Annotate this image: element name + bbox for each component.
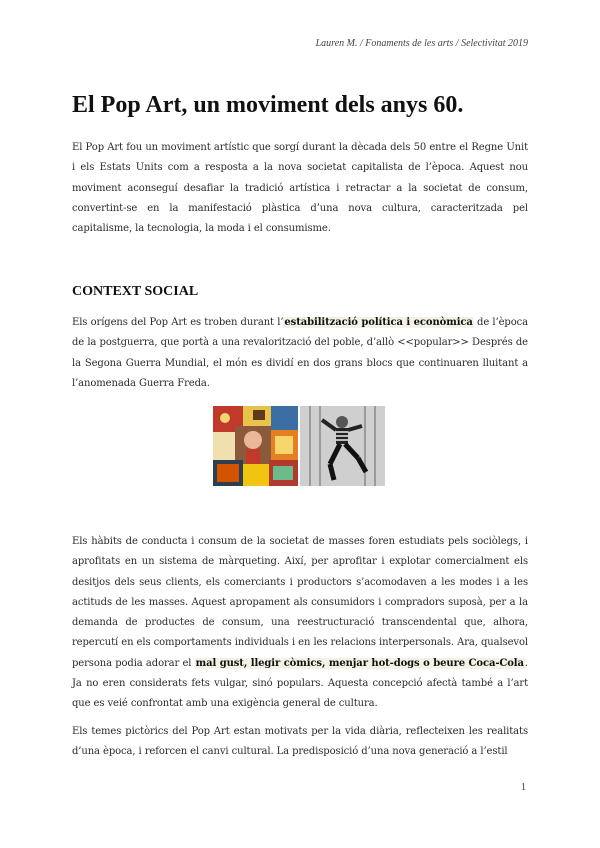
highlight-political-stability: estabilització política i econòmica bbox=[284, 317, 473, 328]
pop-art-collage-image bbox=[213, 406, 298, 486]
page-number: 1 bbox=[521, 782, 526, 793]
dancer-photo-image bbox=[300, 406, 385, 486]
highlight-popular-habits: mal gust, llegir còmics, menjar hot-dogs o beure Coca-Cola bbox=[195, 657, 524, 669]
context-paragraph: Els orígens del Pop Art es troben durant l’estabilització política i econòmica de l’època de la postguerra, que portà a una revalorització del poble, d’allò <<popular>> Després de la Segona Guerra Mundial, el món es dividí en dos grans blocs que continuaren lluitant a l’anomenada Guerra Freda. bbox=[72, 317, 528, 389]
section-heading-context-social: CONTEXT SOCIAL bbox=[72, 284, 199, 299]
habits-paragraph: Els hàbits de conducta i consum de la societat de masses foren estudiats pels sociòlegs, i aprofitats en un sistema de màrqueting. Així, per aprofitar i explotar comercialment els desitjos dels seus clients, els comerciants i productors s’acomodaven a les modes i a les actituds de les masses. Aquest apropament als consumidors i compradors suposà, per a la demanda de productes de consum, una reestructuració transcendental que, alhora, repercutí en els comportaments individuals i en les relacions interpersonals. Ara, qualsevol persona podia adorar el mal gust, llegir còmics, menjar hot-dogs o beure Coca-Cola. Ja no eren considerats fets vulgar, sinó populars. Aquesta concepció afectà també a l’art que es veié confrontat amb una exigència general de cultura. bbox=[72, 536, 528, 710]
themes-paragraph: Els temes pictòrics del Pop Art estan motivats per la vida diària, reflecteixen les realitats d’una època, i reforcen el canvi cultural. La predisposició d’una nova generació a l’estil bbox=[72, 726, 528, 758]
intro-paragraph: El Pop Art fou un moviment artístic que sorgí durant la dècada dels 50 entre el Regne Unit i els Estats Units com a resposta a la nova societat capitalista de l’època. Aquest nou moviment aconseguí desafiar la tradició artística i retractar a la societat de consum, convertint-se en la manifestació plàstica d’una nova cultura, caracteritzada pel capitalisme, la tecnologia, la moda i el consumisme. bbox=[72, 142, 528, 235]
running-header: Lauren M. / Fonaments de les arts / Selectivitat 2019 bbox=[315, 38, 528, 49]
page-title: El Pop Art, un moviment dels anys 60. bbox=[72, 92, 464, 118]
